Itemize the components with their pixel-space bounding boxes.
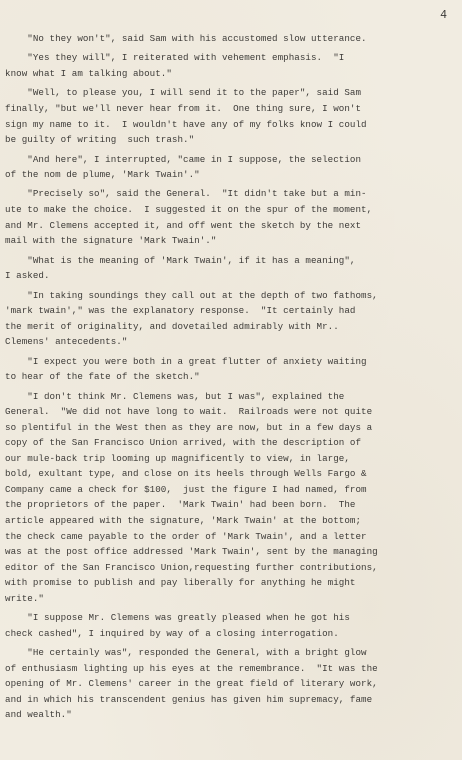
paragraph bbox=[5, 645, 457, 723]
text-line: the check came payable to the order of 'Mark Twain', and a letter bbox=[5, 530, 367, 542]
text-line: ute to make the choice. I suggested it on the spur of the moment, bbox=[5, 204, 373, 216]
text-line: "Yes they will", I reiterated with vehement emphasis. "I bbox=[5, 52, 345, 64]
paragraph bbox=[5, 288, 457, 350]
text-line: Company came a check for $100, just the figure I had named, from bbox=[5, 483, 367, 495]
text-line: the merit of originality, and dovetailed admirably with Mr.. bbox=[5, 320, 339, 332]
text-line: finally, "but we'll never hear from it. One thing sure, I won't bbox=[5, 102, 362, 114]
text-line: opening of Mr. Clemens' career in the great field of literary work, bbox=[5, 678, 378, 690]
text-line: Clemens' antecedents." bbox=[5, 336, 128, 348]
text-line: and wealth." bbox=[5, 709, 72, 721]
text-line: check cashed", I inquired by way of a closing interrogation. bbox=[5, 627, 339, 639]
text-line: be guilty of writing such trash." bbox=[5, 134, 195, 146]
paragraph bbox=[5, 31, 457, 47]
text-line: General. "We did not have long to wait. Railroads were not quite bbox=[5, 406, 373, 418]
paragraph bbox=[5, 186, 457, 248]
text-line: sign my name to it. I wouldn't have any of my folks know I could bbox=[5, 118, 367, 130]
text-line: was at the post office addressed 'Mark Twain', sent by the managing bbox=[5, 546, 378, 558]
text-line: bold, exultant type, and close on its heels through Wells Fargo & bbox=[5, 468, 367, 480]
paragraph bbox=[5, 50, 457, 81]
text-line: the proprietors of the paper. 'Mark Twain' had been born. The bbox=[5, 499, 356, 511]
text-line: and Mr. Clemens accepted it, and off went the sketch by the next bbox=[5, 219, 362, 231]
text-line: article appeared with the signature, 'Mark Twain' at the bottom; bbox=[5, 514, 362, 526]
text-line: to hear of the fate of the sketch." bbox=[5, 371, 200, 383]
text-line: "I don't think Mr. Clemens was, but I was", explained the bbox=[5, 390, 345, 402]
text-line: so plentiful in the West then as they are now, but in a few days a bbox=[5, 421, 373, 433]
text-line: "Precisely so", said the General. "It didn't take but a min- bbox=[5, 188, 367, 200]
text-line: "I expect you were both in a great flutter of anxiety waiting bbox=[5, 355, 367, 367]
text-line: know what I am talking about." bbox=[5, 67, 172, 79]
text-line: and in which his transcendent genius has given him supremacy, fame bbox=[5, 693, 373, 705]
paragraph bbox=[5, 610, 457, 641]
text-line: of enthusiasm lighting up his eyes at the remembrance. "It was the bbox=[5, 662, 378, 674]
text-line: with promise to publish and pay liberally for anything he might bbox=[5, 577, 356, 589]
text-line: "Well, to please you, I will send it to the paper", said Sam bbox=[5, 87, 362, 99]
text-line: "In taking soundings they call out at the depth of two fathoms, bbox=[5, 289, 378, 301]
text-line: editor of the San Francisco Union,requesting further contributions, bbox=[5, 561, 378, 573]
text-line: mail with the signature 'Mark Twain'." bbox=[5, 235, 217, 247]
text-line: write." bbox=[5, 592, 44, 604]
text-line: "No they won't", said Sam with his accustomed slow utterance. bbox=[5, 33, 367, 44]
text-line: 'mark twain'," was the explanatory response. "It certainly had bbox=[5, 305, 356, 317]
paragraph bbox=[5, 85, 457, 147]
text-line: our mule-back trip looming up magnificently to view, in large, bbox=[5, 452, 350, 464]
text-line: "And here", I interrupted, "came in I suppose, the selection bbox=[5, 153, 362, 165]
text-line: of the nom de plume, 'Mark Twain'." bbox=[5, 169, 200, 181]
paragraph bbox=[5, 354, 457, 385]
paragraph bbox=[5, 253, 457, 284]
paragraph bbox=[5, 152, 457, 183]
text-line: "I suppose Mr. Clemens was greatly pleased when he got his bbox=[5, 612, 350, 624]
paragraph bbox=[5, 389, 457, 607]
text-line: "What is the meaning of 'Mark Twain', if it has a meaning", bbox=[5, 254, 356, 266]
text-line: I asked. bbox=[5, 270, 50, 282]
typed-text-body bbox=[5, 31, 457, 723]
text-line: "He certainly was", responded the General, with a bright glow bbox=[5, 647, 367, 659]
page-number: 4 bbox=[440, 9, 447, 22]
text-line: copy of the San Francisco Union arrived, with the description of bbox=[5, 437, 362, 449]
